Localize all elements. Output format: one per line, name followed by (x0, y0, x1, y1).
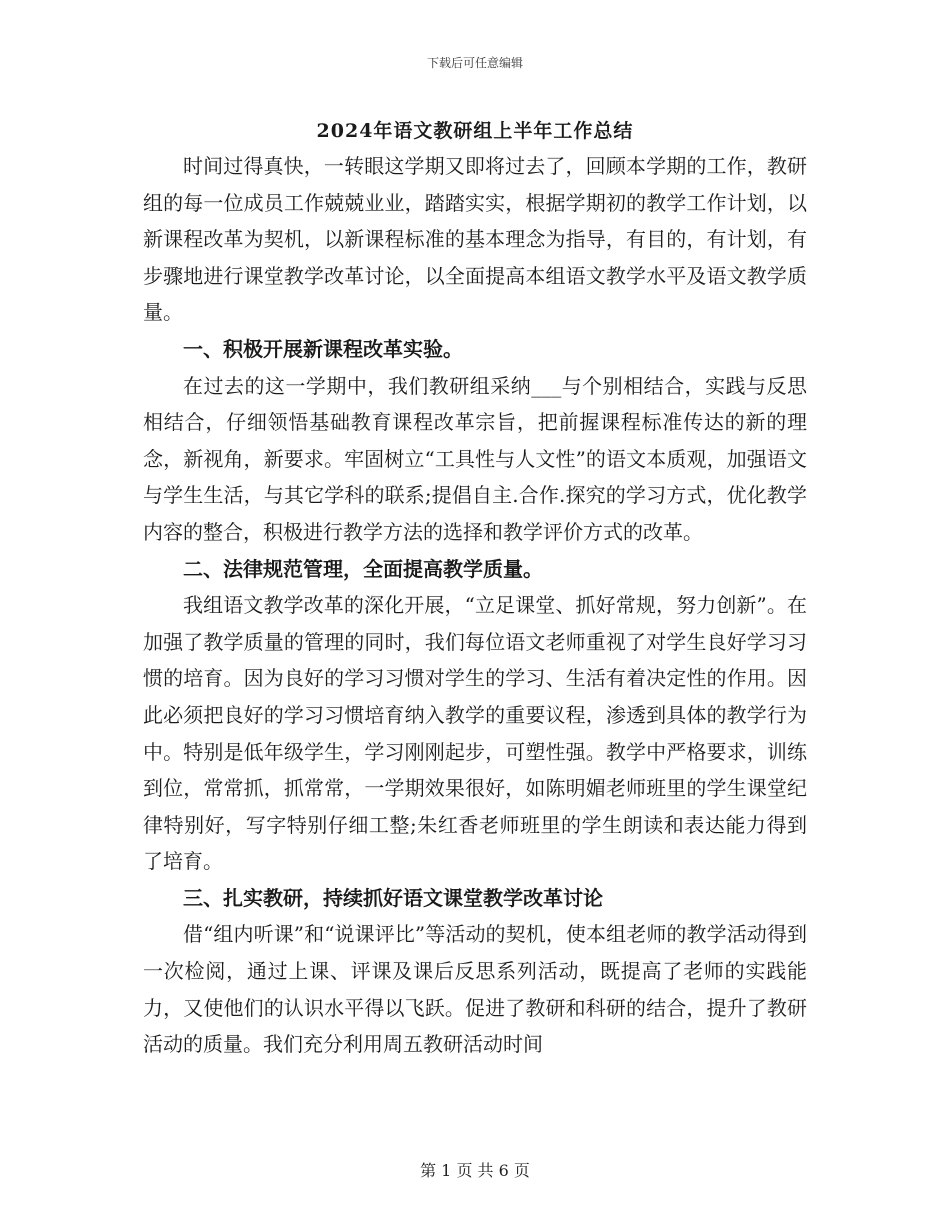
document-body (143, 148, 807, 1063)
document-title: 2024年语文教研组上半年工作总结 (316, 120, 634, 142)
section-paragraph-2: 我组语文教学改革的深化开展，“立足课堂、抓好常规，努力创新”。在加强了教学质量的管理的同时，我们每位语文老师重视了对学生良好学习习惯的培育。因为良好的学习习惯对学生的学习、生活有着决定性的作用。因此必须把良好的学习习惯培育纳入教学的重要议程，渗透到具体的教学行为中。特别是低年级学生，学习刚刚起步，可塑性强。教学中严格要求，训练到位，常常抓，抓常常，一学期效果很好，如陈明媚老师班里的学生课堂纪律特别好，写字特别仔细工整;朱红香老师班里的学生朗读和表达能力得到了培育。 (143, 593, 807, 874)
page-number-footer: 第 1 页 共 6 页 (420, 1161, 530, 1180)
section-paragraph-1: 在过去的这一学期中，我们教研组采纳___与个别相结合，实践与反思相结合，仔细领悟基础教育课程改革宗旨，把前握课程标准传达的新的理念，新视角，新要求。牢固树立“工具性与人文性”的语文本质观，加强语文与学生生活，与其它学科的联系;提倡自主.合作.探究的学习方式，优化教学内容的整合，积极进行教学方法的选择和教学评价方式的改革。 (143, 373, 807, 544)
section-paragraph-3: 借“组内听课”和“说课评比”等活动的契机，使本组老师的教学活动得到一次检阅，通过上课、评课及课后反思系列活动，既提高了老师的实践能力，又使他们的认识水平得以飞跃。促进了教研和科研的结合，提升了教研活动的质量。我们充分利用周五教研活动时间 (143, 922, 807, 1057)
section-heading-1: 一、积极开展新课程改革实验。 (183, 336, 463, 361)
intro-paragraph: 时间过得真快，一转眼这学期又即将过去了，回顾本学期的工作，教研组的每一位成员工作兢兢业业，踏踏实实，根据学期初的教学工作计划，以新课程改革为契机，以新课程标准的基本理念为指导，有目的，有计划，有步骤地进行课堂教学改革讨论，以全面提高本组语文教学水平及语文教学质量。 (143, 154, 807, 325)
section-heading-3: 三、扎实教研，持续抓好语文课堂教学改革讨论 (183, 885, 603, 910)
section-heading-2: 二、法律规范管理，全面提高教学质量。 (183, 556, 543, 581)
header-note: 下载后可任意编辑 (426, 56, 523, 70)
